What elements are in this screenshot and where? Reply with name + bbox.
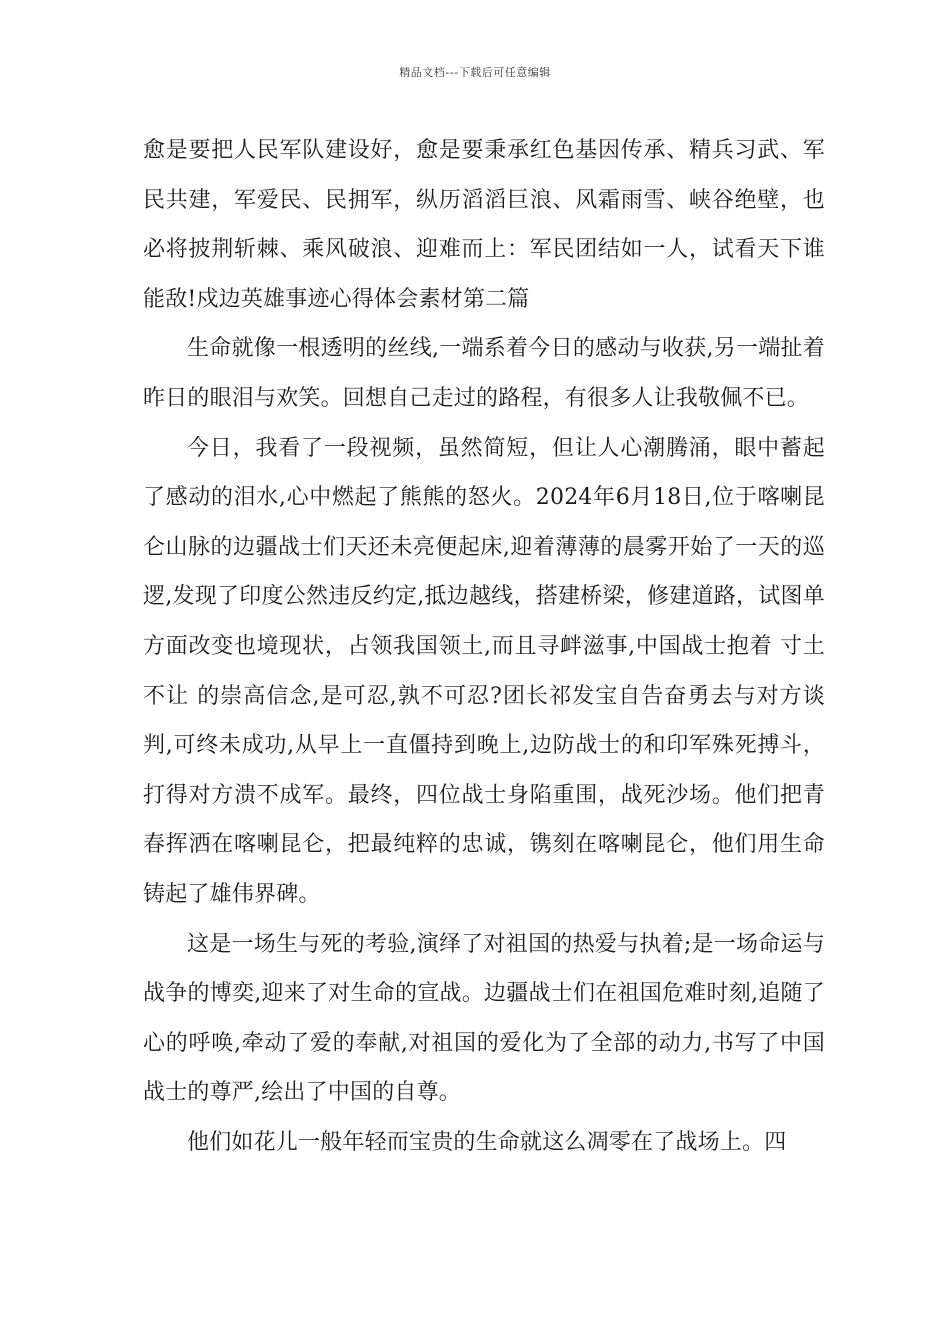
paragraph-continuation: 愈是要把人民军队建设好，愈是要秉承红色基因传承、精兵习武、军民共建，军爱民、民拥军，纵历滔滔巨浪、风霜雨雪、峡谷绝壁，也必将披荆斩棘、乘风破浪、迎难而上：军民团结如一人，试看天下谁能敌!戍边英雄事迹心得体会素材第二篇 xyxy=(143,138,825,312)
page-header: 精品文档---下载后可任意编辑 xyxy=(399,66,551,79)
document-body xyxy=(143,126,825,1167)
paragraph: 他们如花儿一般年轻而宝贵的生命就这么凋零在了战场上。四 xyxy=(187,1129,787,1155)
paragraph: 今日，我看了一段视频，虽然简短，但让人心潮腾涌，眼中蓄起了感动的泪水,心中燃起了熊熊的怒火。2024年6月18日,位于喀喇昆仑山脉的边疆战士们天还未亮便起床,迎着薄薄的晨雾开始了一天的巡逻,发现了印度公然违反约定,抵边越线，搭建桥梁，修建道路，试图单方面改变也境现状，占领我国领土,而且寻衅滋事,中国战士抱着 寸土不让 的崇高信念,是可忍,孰不可忍?团长祁发宝自告奋勇去与对方谈判,可终未成功,从早上一直僵持到晚上,边防战士的和印军殊死搏斗，打得对方溃不成军。最终，四位战士身陷重围，战死沙场。他们把青春挥洒在喀喇昆仑，把最纯粹的忠诚，镌刻在喀喇昆仑，他们用生命铸起了雄伟界碑。 xyxy=(143,435,825,907)
paragraph: 生命就像一根透明的丝线,一端系着今日的感动与收获,另一端扯着昨日的眼泪与欢笑。回想自己走过的路程，有很多人让我敬佩不已。 xyxy=(143,336,825,411)
paragraph: 这是一场生与死的考验,演绎了对祖国的热爱与执着;是一场命运与战争的博奕,迎来了对生命的宣战。边疆战士们在祖国危难时刻,追随了心的呼唤,牵动了爱的奉献,对祖国的爱化为了全部的动力,书写了中国战士的尊严,绘出了中国的自尊。 xyxy=(143,931,825,1106)
